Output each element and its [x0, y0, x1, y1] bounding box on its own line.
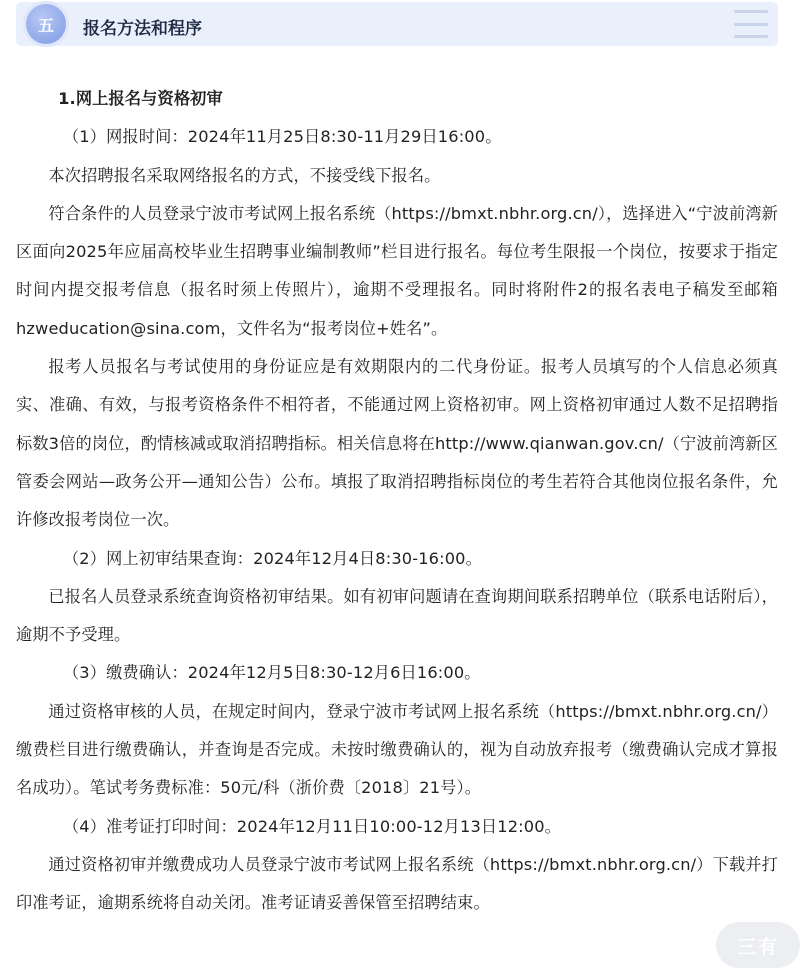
schedule-item-registration-time: （1）网报时间：2024年11月25日8:30-11月29日16:00。 [62, 127, 502, 147]
menu-icon-bar [734, 10, 768, 13]
paragraph-registration-system: 符合条件的人员登录宁波市考试网上报名系统（https://bmxt.nbhr.org.cn/），选择进入“宁波前湾新区面向2025年应届高校毕业生招聘事业编制教师”栏目进行报名。每位考生限报一个岗位，按要求于指定时间内提交报考信息（报名时须上传照片），逾期不受理报名。同时将附件2的报名表电子稿发至邮箱hzweducation@sina.com，文件名为“报考岗位+姓名”。 [16, 203, 778, 338]
article-body [16, 80, 778, 923]
paragraph-payment: 通过资格审核的人员，在规定时间内，登录宁波市考试网上报名系统（https://bmxt.nbhr.org.cn/）缴费栏目进行缴费确认，并查询是否完成。未按时缴费确认的，视为自动放弃报考（缴费确认完成才算报名成功）。笔试考务费标准：50元/科（浙价费〔2018〕21号）。 [16, 701, 778, 798]
section-header [16, 2, 778, 46]
floating-watermark-button[interactable]: 三有 [716, 922, 800, 968]
section-number-badge: 五 [26, 4, 66, 44]
subsection-heading: 1.网上报名与资格初审 [58, 89, 223, 108]
schedule-item-review-query: （2）网上初审结果查询：2024年12月4日8:30-16:00。 [62, 548, 482, 568]
paragraph-admission-ticket: 通过资格初审并缴费成功人员登录宁波市考试网上报名系统（https://bmxt.nbhr.org.cn/）下载并打印准考证，逾期系统将自动关闭。准考证请妥善保管至招聘结束。 [16, 854, 778, 913]
menu-icon-bar [734, 35, 768, 38]
schedule-item-payment: （3）缴费确认：2024年12月5日8:30-12月6日16:00。 [62, 663, 481, 683]
paragraph-id-requirements: 报考人员报名与考试使用的身份证应是有效期限内的二代身份证。报考人员填写的个人信息必须真实、准确、有效，与报考资格条件不相符者，不能通过网上资格初审。网上资格初审通过人数不足招聘指标数3倍的岗位，酌情核减或取消招聘指标。相关信息将在http://www.qianwan.gov.cn/（宁波前湾新区管委会网站—政务公开—通知公告）公布。填报了取消招聘指标岗位的考生若符合其他岗位报名条件，允许修改报考岗位一次。 [16, 357, 778, 530]
section-title: 报名方法和程序 [83, 19, 202, 39]
menu-icon[interactable] [734, 10, 768, 38]
paragraph-online-only: 本次招聘报名采取网络报名的方式，不接受线下报名。 [48, 165, 441, 185]
menu-icon-bar [734, 23, 768, 26]
paragraph-review-results: 已报名人员登录系统查询资格初审结果。如有初审问题请在查询期间联系招聘单位（联系电话附后），逾期不予受理。 [16, 586, 778, 645]
schedule-item-admission-ticket: （4）准考证打印时间：2024年12月11日10:00-12月13日12:00。 [62, 816, 561, 836]
